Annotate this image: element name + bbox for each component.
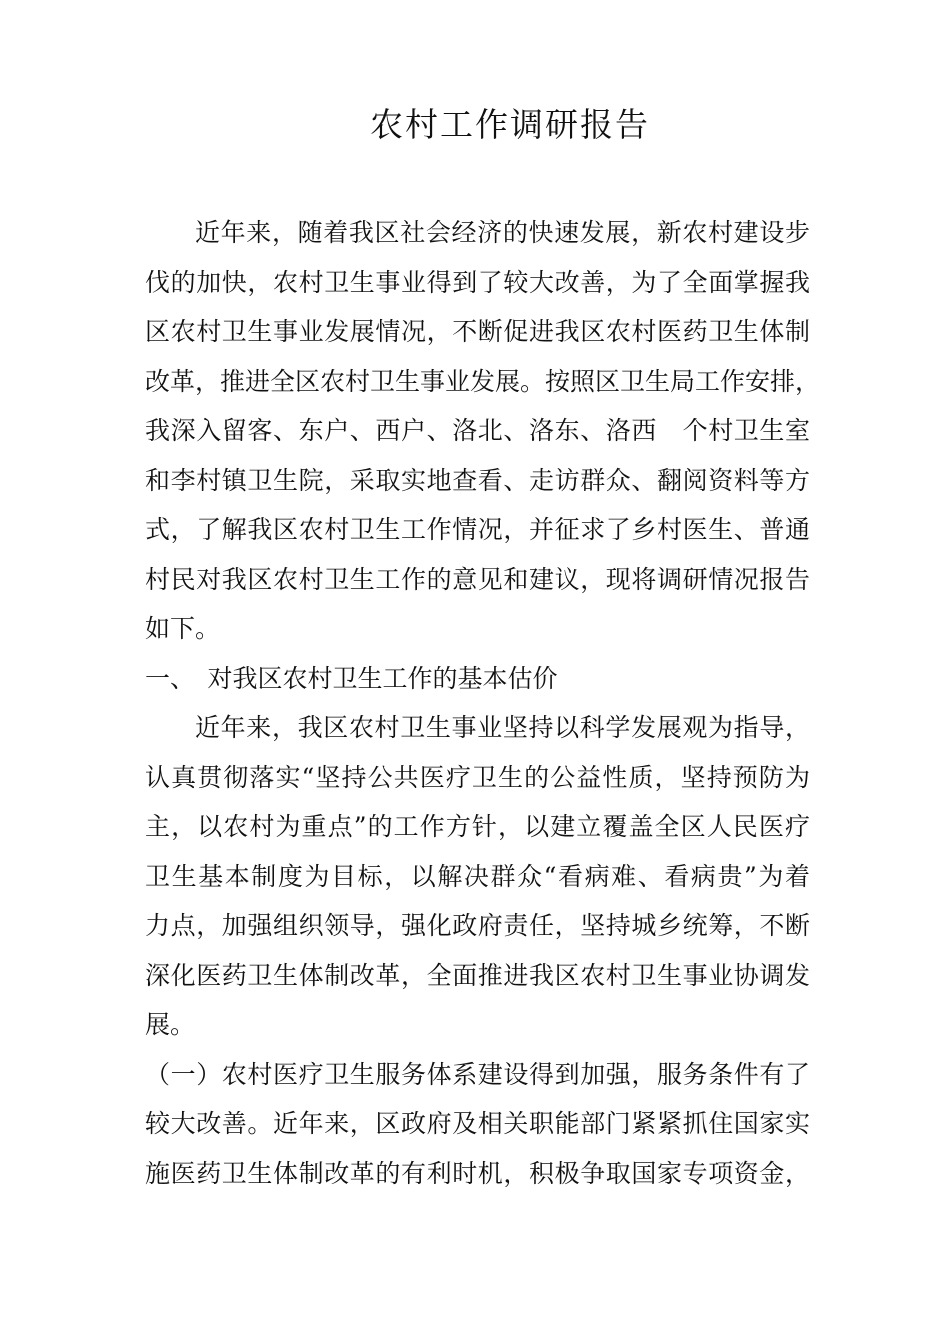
section-heading: 一、 对我区农村卫生工作的基本估价 (145, 663, 558, 693)
document-title: 农村工作调研报告 (370, 105, 650, 144)
paragraph-line: 主，以农村为重点”的工作方针，以建立覆盖全区人民医疗 (145, 812, 810, 841)
paragraph-line: 近年来，随着我区社会经济的快速发展，新农村建设步 (195, 218, 810, 247)
paragraph-line: 伐的加快，农村卫生事业得到了较大改善，为了全面掌握我 (145, 267, 810, 297)
paragraph-line: 我深入留客、东户、西户、洛北、洛东、洛西 个村卫生室 (145, 416, 810, 445)
paragraph-line: 力点，加强组织领导，强化政府责任，坚持城乡统筹，不断 (145, 911, 810, 940)
paragraph-line: 近年来，我区农村卫生事业坚持以科学发展观为指导， (195, 713, 810, 742)
paragraph-line: 认真贯彻落实“坚持公共医疗卫生的公益性质，坚持预防为 (145, 762, 810, 792)
paragraph-line: 改革，推进全区农村卫生事业发展。按照区卫生局工作安排， (145, 366, 821, 396)
paragraph-line: 施医药卫生体制改革的有利时机，积极争取国家专项资金， (145, 1158, 810, 1188)
paragraph-line: 展。 (145, 1010, 196, 1039)
paragraph-line: 较大改善。近年来，区政府及相关职能部门紧紧抓住国家实 (145, 1109, 810, 1138)
paragraph-line: 和李村镇卫生院，采取实地查看、走访群众、翻阅资料等方 (145, 465, 810, 495)
document-body (145, 208, 821, 1198)
subsection-line: （一）农村医疗卫生服务体系建设得到加强，服务条件有了 (145, 1059, 810, 1089)
paragraph-line: 深化医药卫生体制改革，全面推进我区农村卫生事业协调发 (145, 960, 810, 990)
paragraph-line: 式，了解我区农村卫生工作情况，并征求了乡村医生、普通 (145, 515, 810, 544)
paragraph-line: 村民对我区农村卫生工作的意见和建议，现将调研情况报告 (145, 564, 810, 594)
paragraph-line: 区农村卫生事业发展情况，不断促进我区农村医药卫生体制 (145, 317, 810, 346)
paragraph-line: 卫生基本制度为目标，以解决群众“看病难、看病贵”为着 (145, 861, 810, 891)
paragraph-line: 如下。 (145, 614, 221, 643)
